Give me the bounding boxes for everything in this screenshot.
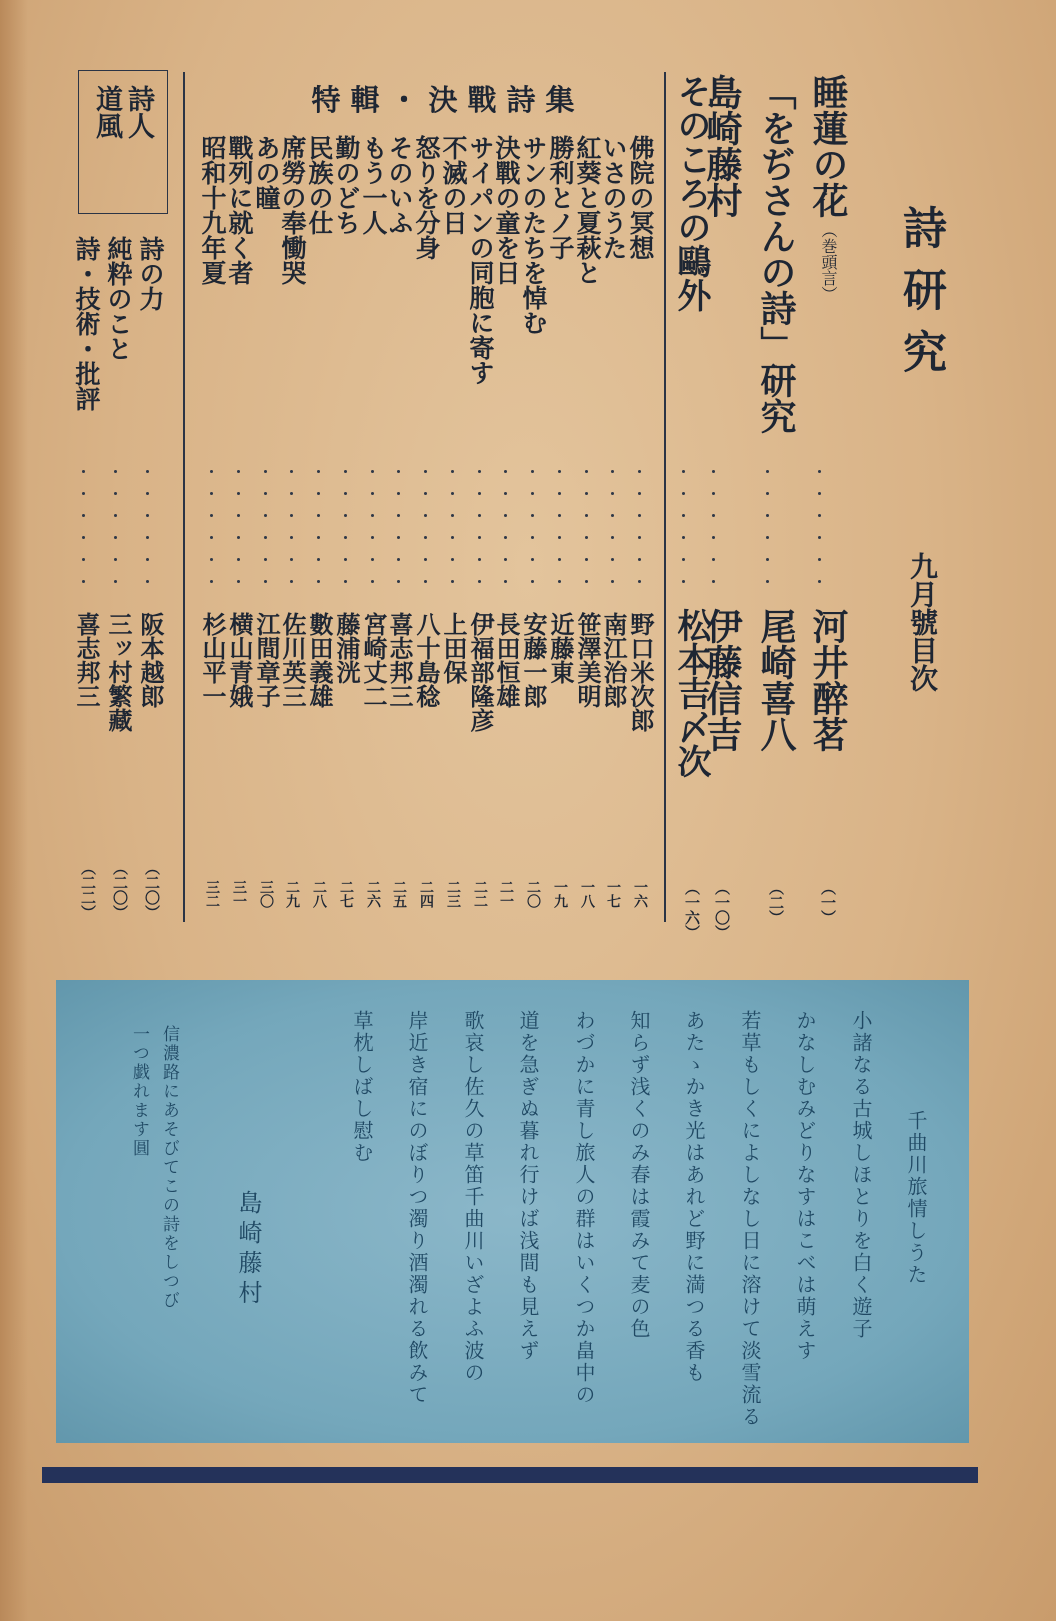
leader-dot (210, 470, 213, 473)
leader-dot (264, 536, 267, 539)
poem-author: 伊福部隆彦 (466, 612, 495, 732)
leader-dot (611, 558, 614, 561)
leader-dot (424, 558, 427, 561)
poem-title: 席勞の奉慟哭 (278, 135, 307, 285)
leader-dot (818, 514, 821, 517)
leader-dot (114, 514, 117, 517)
poem-page: 二八 (311, 880, 327, 908)
leader-dot (638, 558, 641, 561)
toc-entry-page: （二） (767, 880, 785, 925)
toc-entry-title: 詩の力 (136, 236, 165, 311)
leader-dot (818, 580, 821, 583)
leader-dot (397, 514, 400, 517)
leader-dot (290, 470, 293, 473)
magazine-title: 詩研究 (895, 205, 946, 391)
poem-title: そのいふ (385, 135, 414, 235)
poem-page: 二〇 (525, 880, 541, 908)
toc-entry-author: 阪本越郎 (136, 612, 165, 708)
poem-author: 數田義雄 (305, 612, 334, 708)
toc-entry-title: そのころの鷗外 (671, 74, 711, 312)
leader-dot (766, 536, 769, 539)
toc-entry-author: 三ッ村繁藏 (104, 612, 133, 732)
manuscript-line: 若草もしくによしなし日に溶けて淡雪流る (738, 1010, 762, 1428)
poem-title: 戰列に就く者 (225, 135, 254, 285)
leader-dot (558, 558, 561, 561)
leader-dot (424, 536, 427, 539)
leader-dot (585, 492, 588, 495)
leader-dot (818, 492, 821, 495)
leader-dot (504, 580, 507, 583)
leader-dot (237, 492, 240, 495)
poem-page: 二一 (498, 880, 514, 908)
leader-dot (585, 514, 588, 517)
leader-dot (290, 580, 293, 583)
manuscript-line: 歌哀し佐久の草笛千曲川いざよふ波の (461, 1010, 485, 1384)
leader-dot (558, 492, 561, 495)
leader-dot (712, 470, 715, 473)
manuscript-line: 道を急ぎぬ暮れ行けば浅間も見えず (516, 1010, 540, 1362)
leader-dot (638, 514, 641, 517)
leader-dot (146, 580, 149, 583)
manuscript-signature: 島崎藤村 (234, 1190, 262, 1310)
manuscript-note: 一つ戯れます圓 (129, 1025, 149, 1158)
leader-dot (82, 470, 85, 473)
manuscript-line: 草枕しばし慰む (350, 1010, 374, 1164)
leader-dot (531, 470, 534, 473)
toc-entry-page: （一〇） (713, 880, 731, 940)
leader-dot (237, 558, 240, 561)
leader-dot (451, 492, 454, 495)
box-line: 道風 (91, 85, 122, 139)
leader-dot (712, 492, 715, 495)
leader-dot (682, 514, 685, 517)
leader-dot (371, 492, 374, 495)
toc-entry-title: 「をぢさんの詩」研究 (755, 74, 797, 434)
leader-dot (451, 536, 454, 539)
leader-dot (682, 558, 685, 561)
manuscript-line: わづかに青し旅人の群はいくつか畠中の (572, 1010, 596, 1406)
leader-dot (558, 470, 561, 473)
poem-author: 江間章子 (252, 612, 281, 708)
leader-dot (290, 536, 293, 539)
leader-dot (558, 536, 561, 539)
manuscript-note: 信濃路にあそびてこの詩をしつび (159, 1025, 179, 1310)
leader-dot (344, 514, 347, 517)
poem-title: あの瞳 (252, 135, 281, 210)
leader-dot (712, 536, 715, 539)
leader-dot (478, 492, 481, 495)
poem-author: 藤浦洸 (332, 612, 361, 684)
poem-title: 勤のどち (332, 135, 361, 235)
leader-dot (766, 580, 769, 583)
leader-dot (451, 470, 454, 473)
leader-dot (290, 492, 293, 495)
leader-dot (397, 536, 400, 539)
manuscript-line: 知らず浅くのみ春は霞みて麦の色 (627, 1010, 651, 1340)
leader-dot (210, 580, 213, 583)
leader-dot (504, 514, 507, 517)
leader-dot (317, 492, 320, 495)
leader-dot (504, 536, 507, 539)
leader-dot (114, 492, 117, 495)
leader-dot (317, 514, 320, 517)
poem-author: 宮崎丈二 (359, 612, 388, 708)
leader-dot (114, 536, 117, 539)
leader-dot (531, 514, 534, 517)
leader-dot (504, 470, 507, 473)
leader-dot (114, 558, 117, 561)
leader-dot (611, 536, 614, 539)
poem-title: 決戰の童を日 (492, 135, 521, 285)
leader-dot (638, 470, 641, 473)
leader-dot (531, 558, 534, 561)
poem-title: 昭和十九年夏 (198, 135, 227, 285)
toc-entry-page: （二〇） (143, 860, 161, 920)
leader-dot (638, 492, 641, 495)
leader-dot (344, 536, 347, 539)
poem-title: サンのたちを悼む (519, 135, 548, 335)
leader-dot (397, 470, 400, 473)
leader-dot (371, 558, 374, 561)
leader-dot (478, 514, 481, 517)
leader-dot (558, 580, 561, 583)
leader-dot (371, 536, 374, 539)
toc-entry-page: （一） (819, 880, 837, 925)
poem-page: 一八 (579, 880, 595, 908)
poem-author: 野口米次郎 (626, 612, 655, 732)
poem-author: 上田保 (439, 612, 468, 684)
box-line: 詩人 (123, 85, 154, 139)
leader-dot (371, 470, 374, 473)
poem-author: 近藤東 (546, 612, 575, 684)
section-heading: 特輯・決戰詩集 (311, 83, 585, 117)
toc-entry-tag: （巻頭言） (819, 222, 838, 302)
leader-dot (585, 470, 588, 473)
leader-dot (146, 536, 149, 539)
leader-dot (237, 470, 240, 473)
poem-page: 二四 (418, 880, 434, 908)
issue-label: 九月號目次 (906, 552, 939, 692)
bottom-bar (42, 1467, 978, 1483)
poem-page: 二九 (284, 880, 300, 908)
poem-page: 三〇 (258, 880, 274, 908)
divider-middle (183, 72, 185, 922)
leader-dot (146, 492, 149, 495)
leader-dot (451, 580, 454, 583)
manuscript-line: かなしむみどりなすはこべは萌えす (793, 1010, 817, 1362)
poem-title: 不滅の日 (439, 135, 468, 235)
leader-dot (818, 536, 821, 539)
leader-dot (114, 580, 117, 583)
leader-dot (424, 514, 427, 517)
leader-dot (766, 492, 769, 495)
toc-entry-title: 睡蓮の花 (807, 74, 849, 218)
leader-dot (210, 536, 213, 539)
leader-dot (344, 492, 347, 495)
section-box (78, 70, 168, 214)
poem-author: 佐川英三 (278, 612, 307, 708)
leader-dot (682, 536, 685, 539)
poem-page: 二六 (365, 880, 381, 908)
toc-entry-author: 尾崎喜八 (755, 608, 797, 752)
leader-dot (146, 558, 149, 561)
poem-author: 安藤一郎 (519, 612, 548, 708)
divider-right (664, 72, 666, 922)
leader-dot (146, 514, 149, 517)
leader-dot (82, 558, 85, 561)
leader-dot (531, 492, 534, 495)
leader-dot (264, 492, 267, 495)
manuscript-line: あたゝかき光はあれど野に満つる香も (682, 1010, 706, 1384)
poem-page: 二三 (445, 880, 461, 908)
leader-dot (611, 514, 614, 517)
poem-page: 一六 (632, 880, 648, 908)
leader-dot (504, 558, 507, 561)
leader-dot (344, 580, 347, 583)
poem-page: 三二 (204, 880, 220, 908)
leader-dot (237, 514, 240, 517)
poem-title: いさのうた (599, 135, 628, 260)
poem-title: もう一人 (359, 135, 388, 235)
toc-entry-author: 河井醉茗 (807, 608, 849, 752)
leader-dot (638, 536, 641, 539)
poem-author: 笹澤美明 (573, 612, 602, 708)
leader-dot (264, 470, 267, 473)
toc-entry-page: （二〇） (111, 860, 129, 920)
poem-title: 佛院の冥想 (626, 135, 655, 260)
poem-author: 長田恒雄 (492, 612, 521, 708)
leader-dot (237, 536, 240, 539)
leader-dot (317, 558, 320, 561)
leader-dot (264, 514, 267, 517)
leader-dot (317, 580, 320, 583)
toc-entry-page: （二二） (79, 860, 97, 920)
leader-dot (397, 558, 400, 561)
leader-dot (424, 580, 427, 583)
leader-dot (397, 492, 400, 495)
manuscript-line: 小諸なる古城しほとりを白く遊子 (849, 1010, 873, 1340)
leader-dot (290, 514, 293, 517)
leader-dot (478, 558, 481, 561)
leader-dot (290, 558, 293, 561)
leader-dot (264, 580, 267, 583)
manuscript-line: 岸近き宿にのぼりつ濁り酒濁れる飲みて (405, 1010, 429, 1406)
leader-dot (344, 470, 347, 473)
leader-dot (451, 514, 454, 517)
poem-page: 一九 (552, 880, 568, 908)
leader-dot (146, 470, 149, 473)
leader-dot (611, 580, 614, 583)
leader-dot (82, 580, 85, 583)
poem-title: 紅葵と夏萩と (573, 135, 602, 285)
leader-dot (237, 580, 240, 583)
leader-dot (424, 470, 427, 473)
leader-dot (682, 580, 685, 583)
leader-dot (611, 470, 614, 473)
leader-dot (558, 514, 561, 517)
leader-dot (682, 470, 685, 473)
leader-dot (210, 558, 213, 561)
leader-dot (818, 558, 821, 561)
leader-dot (818, 470, 821, 473)
leader-dot (504, 492, 507, 495)
leader-dot (638, 580, 641, 583)
leader-dot (317, 536, 320, 539)
poem-title: 怒りを分身 (412, 135, 441, 260)
toc-entry-author: 伊藤信吉 (701, 608, 743, 752)
poem-title: 民族の仕 (305, 135, 334, 235)
leader-dot (344, 558, 347, 561)
leader-dot (712, 558, 715, 561)
leader-dot (114, 470, 117, 473)
poem-author: 八十島稔 (412, 612, 441, 708)
leader-dot (531, 536, 534, 539)
manuscript-facsimile (56, 980, 969, 1443)
toc-entry-author: 喜志邦三 (72, 612, 101, 708)
leader-dot (478, 580, 481, 583)
toc-entry-title: 純粋のこと (104, 236, 133, 361)
leader-dot (766, 514, 769, 517)
leader-dot (766, 470, 769, 473)
poem-page: 二五 (391, 880, 407, 908)
leader-dot (585, 558, 588, 561)
poem-author: 横山青娥 (225, 612, 254, 708)
poem-author: 南江治郎 (599, 612, 628, 708)
leader-dot (264, 558, 267, 561)
toc-entry-author: 松本吉〆次 (671, 608, 711, 778)
leader-dot (210, 514, 213, 517)
leader-dot (371, 514, 374, 517)
poem-page: 一七 (605, 880, 621, 908)
leader-dot (82, 514, 85, 517)
leader-dot (478, 470, 481, 473)
leader-dot (397, 580, 400, 583)
manuscript-line: 千曲川旅情しうた (904, 1110, 928, 1286)
leader-dot (210, 492, 213, 495)
poem-title: 勝利とノ子 (546, 135, 575, 260)
poem-page: 三一 (231, 880, 247, 908)
leader-dot (317, 470, 320, 473)
toc-entry-title: 詩・技術・批評 (72, 236, 101, 411)
poem-author: 杉山平一 (198, 612, 227, 708)
leader-dot (424, 492, 427, 495)
poem-page: 二七 (338, 880, 354, 908)
leader-dot (712, 580, 715, 583)
leader-dot (585, 536, 588, 539)
toc-entry-title: 島崎藤村 (701, 74, 743, 218)
leader-dot (682, 492, 685, 495)
poem-author: 喜志邦三 (385, 612, 414, 708)
leader-dot (585, 580, 588, 583)
leader-dot (766, 558, 769, 561)
leader-dot (611, 492, 614, 495)
poem-page: 二二 (472, 880, 488, 908)
leader-dot (82, 536, 85, 539)
poem-title: サイパンの同胞に寄す (466, 135, 495, 385)
leader-dot (451, 558, 454, 561)
leader-dot (82, 492, 85, 495)
leader-dot (478, 536, 481, 539)
leader-dot (371, 580, 374, 583)
leader-dot (712, 514, 715, 517)
toc-entry-page: （一六） (683, 880, 701, 940)
leader-dot (531, 580, 534, 583)
